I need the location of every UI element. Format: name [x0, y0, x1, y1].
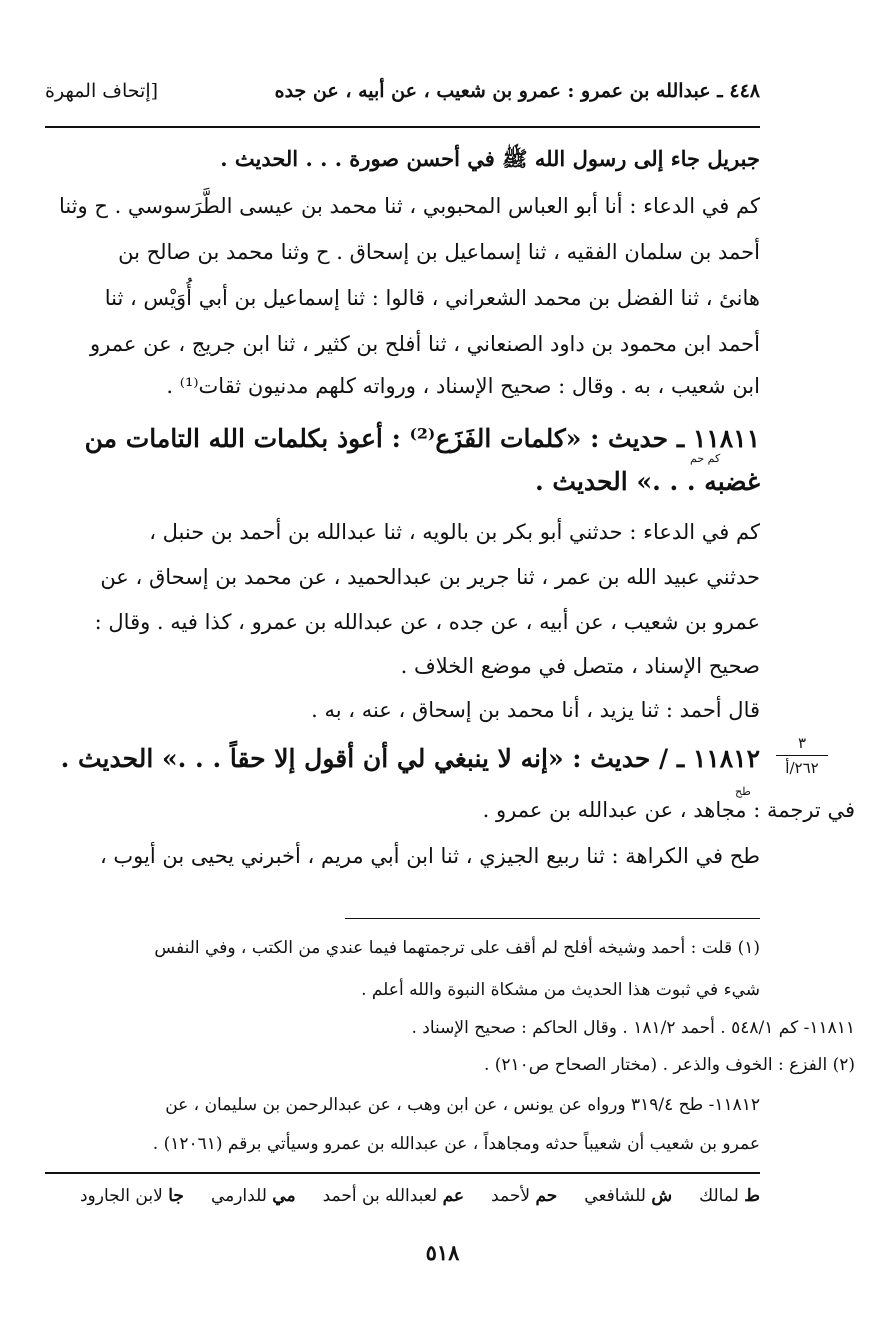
- margin-ref-page: ٢٦٢/أ: [785, 759, 819, 777]
- header-rule: [45, 126, 760, 128]
- sigla-item: ط لمالك: [699, 1186, 760, 1206]
- body-line: هانئ ، ثنا الفضل بن محمد الشعراني ، قالوا : ثنا إسماعيل بن أبي أُوَيْس ، ثنا: [104, 286, 760, 310]
- body-line: ابن شعيب ، به . وقال : صحيح الإسناد ، ورواته كلهم مدنيون ثقات⁽¹⁾ .: [166, 374, 760, 398]
- sigla-item: جا لابن الجارود: [79, 1186, 184, 1206]
- body-line: قال أحمد : ثنا يزيد ، أنا محمد بن إسحاق ، عنه ، به .: [311, 698, 760, 722]
- running-head-title: ٤٤٨ ـ عبدالله بن عمرو : عمرو بن شعيب ، عن أبيه ، عن جده: [274, 80, 760, 102]
- body-line: أحمد بن سلمان الفقيه ، ثنا إسماعيل بن إسحاق . ح وثنا محمد بن صالح بن: [118, 240, 760, 264]
- margin-ref-rule: [776, 755, 828, 756]
- hadith-11811-heading-cont: غضبه . . .» الحديث .: [535, 467, 760, 496]
- footnote-line: (٢) الفزع : الخوف والذعر . (مختار الصحاح ص٢١٠) .: [483, 1055, 855, 1075]
- footnote-line: (١) قلت : أحمد وشيخه أفلح لم أقف على ترجمتهما فيما عندي من الكتب ، وفي النفس: [154, 938, 760, 958]
- body-line: طح في الكراهة : ثنا ربيع الجيزي ، ثنا ابن أبي مريم ، أخبرني يحيى بن أيوب ،: [99, 844, 760, 868]
- margin-ref-volume: ٣: [797, 734, 807, 752]
- sigla-item: مي للدارمي: [210, 1186, 296, 1206]
- footnote-line: ١١٨١١- كم ٥٤٨/١ . أحمد ١٨١/٢ . وقال الحاكم : صحيح الإسناد .: [411, 1018, 855, 1038]
- body-line: جبريل جاء إلى رسول الله ﷺ في أحسن صورة . . . الحديث .: [220, 146, 760, 171]
- body-line: حدثني عبيد الله بن عمر ، ثنا جرير بن عبدالحميد ، عن محمد بن إسحاق ، عن: [100, 565, 760, 589]
- running-head: [45, 80, 760, 110]
- body-line: صحيح الإسناد ، متصل في موضع الخلاف .: [400, 654, 760, 678]
- running-head-book: [إتحاف المهرة: [45, 80, 159, 102]
- footnote-line: عمرو بن شعيب أن شعيباً حدثه ومجاهداً ، عن عبدالله بن عمرو وسيأتي برقم (١٢٠٦١) .: [152, 1134, 760, 1154]
- hadith-11811-heading: ١١٨١١ ـ حديث : «كلمات الفَزَع⁽²⁾ : أعوذ بكلمات الله التامات من: [84, 424, 760, 453]
- body-line: عمرو بن شعيب ، عن أبيه ، عن جده ، عن عبدالله بن عمرو ، كذا فيه . وقال :: [94, 610, 760, 634]
- footnote-separator: [345, 918, 760, 919]
- body-line: كم في الدعاء : حدثني أبو بكر بن بالويه ، ثنا عبدالله بن أحمد بن حنبل ،: [149, 520, 760, 544]
- sigla-key: [45, 1186, 760, 1206]
- body-line: أحمد ابن محمود بن داود الصنعاني ، ثنا أفلح بن كثير ، ثنا ابن جريج ، عن عمرو: [90, 332, 760, 356]
- margin-page-ref: [772, 734, 832, 777]
- footer-rule: [45, 1172, 760, 1174]
- sigla-item: ش للشافعي: [584, 1186, 673, 1206]
- hadith-11812-sigla: طح: [735, 785, 751, 798]
- sigla-item: حم لأحمد: [491, 1186, 558, 1206]
- footnote-line: شيء في ثبوت هذا الحديث من مشكاة النبوة والله أعلم .: [361, 980, 760, 1000]
- body-line: في ترجمة : مجاهد ، عن عبدالله بن عمرو .: [482, 798, 855, 822]
- sigla-item: عم لعبدالله بن أحمد: [322, 1186, 465, 1206]
- footnote-line: ١١٨١٢- طح ٣١٩/٤ ورواه عن يونس ، عن ابن وهب ، عن عبدالرحمن بن سليمان ، عن: [165, 1095, 760, 1115]
- hadith-11811-sigla: كم حم: [690, 452, 721, 465]
- body-line: كم في الدعاء : أنا أبو العباس المحبوبي ، ثنا محمد بن عيسى الطَّرَسوسي . ح وثنا: [58, 194, 760, 218]
- page-number: ٥١٨: [425, 1240, 460, 1265]
- hadith-11812-heading: ١١٨١٢ ـ / حديث : «إنه لا ينبغي لي أن أقول إلا حقاً . . .» الحديث .: [60, 744, 760, 773]
